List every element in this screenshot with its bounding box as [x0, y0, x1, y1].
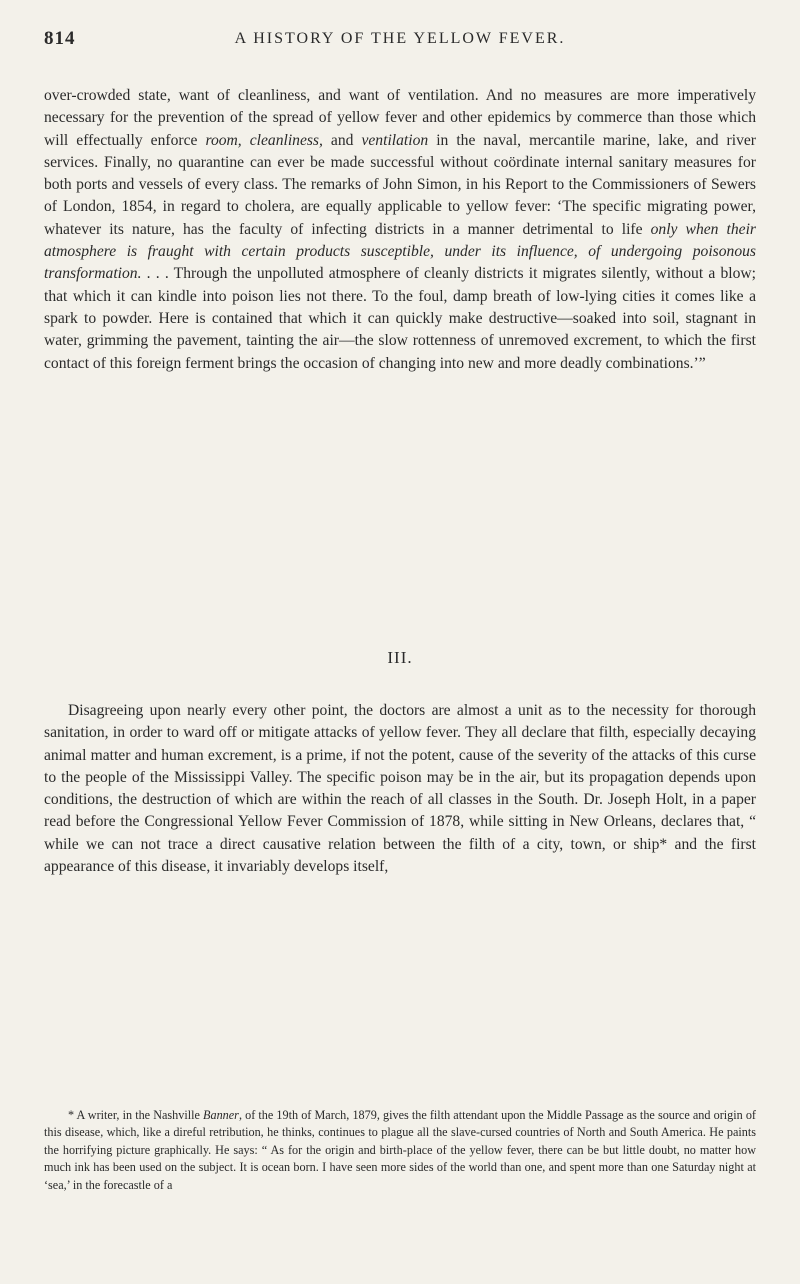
italic-run: only when their atmosphere is fraught with certain products susceptible, under its influence, of undergoing poisonous transformation.	[44, 220, 756, 283]
page-number: 814	[44, 28, 76, 49]
running-title: A HISTORY OF THE YELLOW FEVER.	[234, 30, 566, 47]
italic-run: Banner	[203, 1108, 239, 1122]
section-heading: III.	[387, 648, 413, 667]
footnote	[44, 1107, 756, 1194]
paragraph-doctors-sanitation: Disagreeing upon nearly every other point, the doctors are almost a unit as to the necessity for thorough sanitation, in order to ward off or mitigate attacks of yellow fever. They all declare that filth, especially decaying animal matter and human excrement, is a prime, if not the potent, cause of the severity of the attacks of this curse to the people of the Mississippi Valley. The specific poison may be in the air, but its propagation depends upon conditions, the destruction of which are within the reach of all classes in the South. Dr. Joseph Holt, in a paper read before the Congressional Yellow Fever Commission of 1878, while sitting in New Orleans, declares that, “ while we can not trace a direct causative relation between the filth of a city, town, or ship* and the first appearance of this disease, it invariably develops itself,	[44, 702, 756, 876]
text-run: . . . Through the unpolluted atmosphere of cleanly districts it migrates silently, without a blow; that which it can kindle into poison lies not there. To the foul, damp breath of low-lying cities it comes like a spark to powder. Here is contained that which it can quickly make destructive—soaked into soil, stagnant in water, grimming the pavement, tainting the air—the slow rottenness of unremoved excrement, to which the first contact of this foreign ferment brings the occasion of changing into new and more deadly combinations.’”	[44, 265, 756, 372]
text-run: * A writer, in the Nashville	[68, 1108, 204, 1122]
text-run: , of the 19th of March, 1879, gives the filth attendant upon the Middle Passage as the source and origin of this disease, which, like a direful retribution, he thinks, continues to plague all the slave-cursed countries of North and South America. He paints the horrifying picture graphically. He says: “ As for the origin and birth-place of the yellow fever, there can be but little doubt, no matter how much ink has been used on the subject. It is ocean born. I have seen more sides of the world than one, and spent more than one Saturday night at ‘sea,’ in the forecastle of a	[44, 1108, 756, 1192]
paragraph-sanitation-quarantine	[44, 85, 756, 375]
text-run: over-crowded state, want of cleanliness, and want of ventilation. And no measures are more imperatively necessary for the prevention of the spread of yellow fever and other epidemics by commerce than those which will effectually enforce	[44, 87, 756, 149]
text-run: and	[322, 131, 362, 149]
italic-run: room, cleanliness,	[205, 131, 323, 149]
text-run: in the naval, mercantile marine, lake, and river services. Finally, no quarantine can ever be made successful without coördinate internal sanitary measures for both ports and vessels of every class. The remarks of John Simon, in his Report to the Commissioners of Sewers of London, 1854, in regard to cholera, are equally applicable to yellow fever: ‘The specific migrating power, whatever its nature, has the faculty of infecting districts in a manner detrimental to life	[44, 131, 756, 238]
italic-run: ventilation	[361, 131, 429, 149]
running-head	[44, 28, 756, 52]
